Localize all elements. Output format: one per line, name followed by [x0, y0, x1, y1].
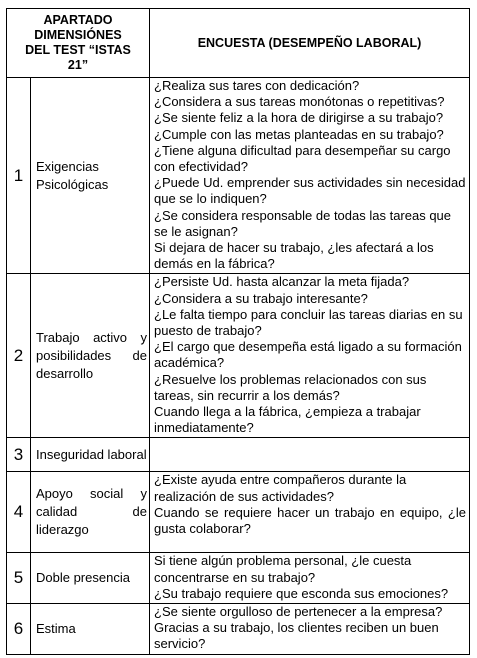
- table-row: [7, 604, 470, 655]
- row-number: 4: [7, 472, 31, 553]
- dimension-cell: Apoyo social y calidad de liderazgo: [31, 472, 150, 553]
- question: Gracias a su trabajo, los clientes reciben un buen servicio?: [154, 620, 439, 652]
- row-number: 3: [7, 438, 31, 472]
- table-row: [7, 472, 470, 553]
- question: ¿Considera a su trabajo interesante?: [154, 290, 368, 306]
- question: ¿Se considera responsable de todas las tareas que se le asignan?: [154, 207, 452, 239]
- question: ¿Se siente orgulloso de pertenecer a la empresa?: [154, 604, 443, 620]
- question: ¿Cumple con las metas planteadas en su trabajo?: [154, 126, 444, 142]
- header-left-line: 21”: [67, 58, 89, 72]
- question: Si dejara de hacer su trabajo, ¿les afectará a los demás en la fábrica?: [154, 240, 434, 272]
- questions-cell: [150, 274, 470, 438]
- header-left-line: APARTADO: [43, 13, 113, 27]
- question: ¿Le falta tiempo para concluir las tareas diarias en su puesto de trabajo?: [154, 306, 463, 339]
- survey-table: [6, 8, 470, 655]
- question: ¿Existe ayuda entre compañeros durante la realización de sus actividades?: [154, 472, 407, 504]
- table-row: [7, 78, 470, 274]
- header-left-line: DEL TEST “ISTAS: [25, 43, 131, 57]
- questions-cell: [150, 472, 470, 553]
- header-row: [7, 9, 470, 78]
- question: ¿Resuelve los problemas relacionados con sus tareas, sin recurrir a los demás?: [154, 371, 427, 403]
- dimension-cell: Exigencias Psicológicas: [31, 78, 150, 274]
- table-row: [7, 274, 470, 438]
- header-left-line: DIMENSIÓNES: [34, 28, 122, 42]
- question: ¿Considera a sus tareas monótonas o repetitivas?: [154, 94, 445, 110]
- question: ¿Realiza sus tares con dedicación?: [154, 78, 360, 93]
- questions-cell: [150, 438, 470, 472]
- question: ¿Tiene alguna dificultad para desempeñar su cargo con efectividad?: [154, 142, 451, 175]
- dimension-cell: Inseguridad laboral: [31, 438, 150, 472]
- question: Cuando llega a la fábrica, ¿empieza a trabajar inmediatamente?: [154, 404, 421, 436]
- row-number: 5: [7, 553, 31, 604]
- table-row: [7, 438, 470, 472]
- row-number: 2: [7, 274, 31, 438]
- questions-cell: [150, 78, 470, 274]
- header-dimension-section: [7, 9, 150, 78]
- row-number: 6: [7, 604, 31, 655]
- question: ¿Persiste Ud. hasta alcanzar la meta fijada?: [154, 274, 410, 290]
- header-survey-title: ENCUESTA (DESEMPEÑO LABORAL): [150, 9, 470, 78]
- table-row: [7, 553, 470, 604]
- question: Si tiene algún problema personal, ¿le cuesta concentrarse en su trabajo?: [154, 553, 412, 585]
- question: ¿Puede Ud. emprender sus actividades sin necesidad que se lo indiquen?: [154, 175, 466, 207]
- question: ¿El cargo que desempeña está ligado a su formación académica?: [154, 339, 462, 371]
- dimension-cell: Estima: [31, 604, 150, 655]
- dimension-cell: Doble presencia: [31, 553, 150, 604]
- question: ¿Se siente feliz a la hora de dirigirse a su trabajo?: [154, 110, 444, 126]
- question: Cuando se requiere hacer un trabajo en equipo, ¿le gusta colaborar?: [154, 504, 466, 537]
- row-number: 1: [7, 78, 31, 274]
- questions-cell: [150, 604, 470, 655]
- questions-cell: [150, 553, 470, 604]
- dimension-cell: Trabajo activo y posibilidades de desarrollo: [31, 274, 150, 438]
- question: ¿Su trabajo requiere que esconda sus emociones?: [154, 585, 449, 601]
